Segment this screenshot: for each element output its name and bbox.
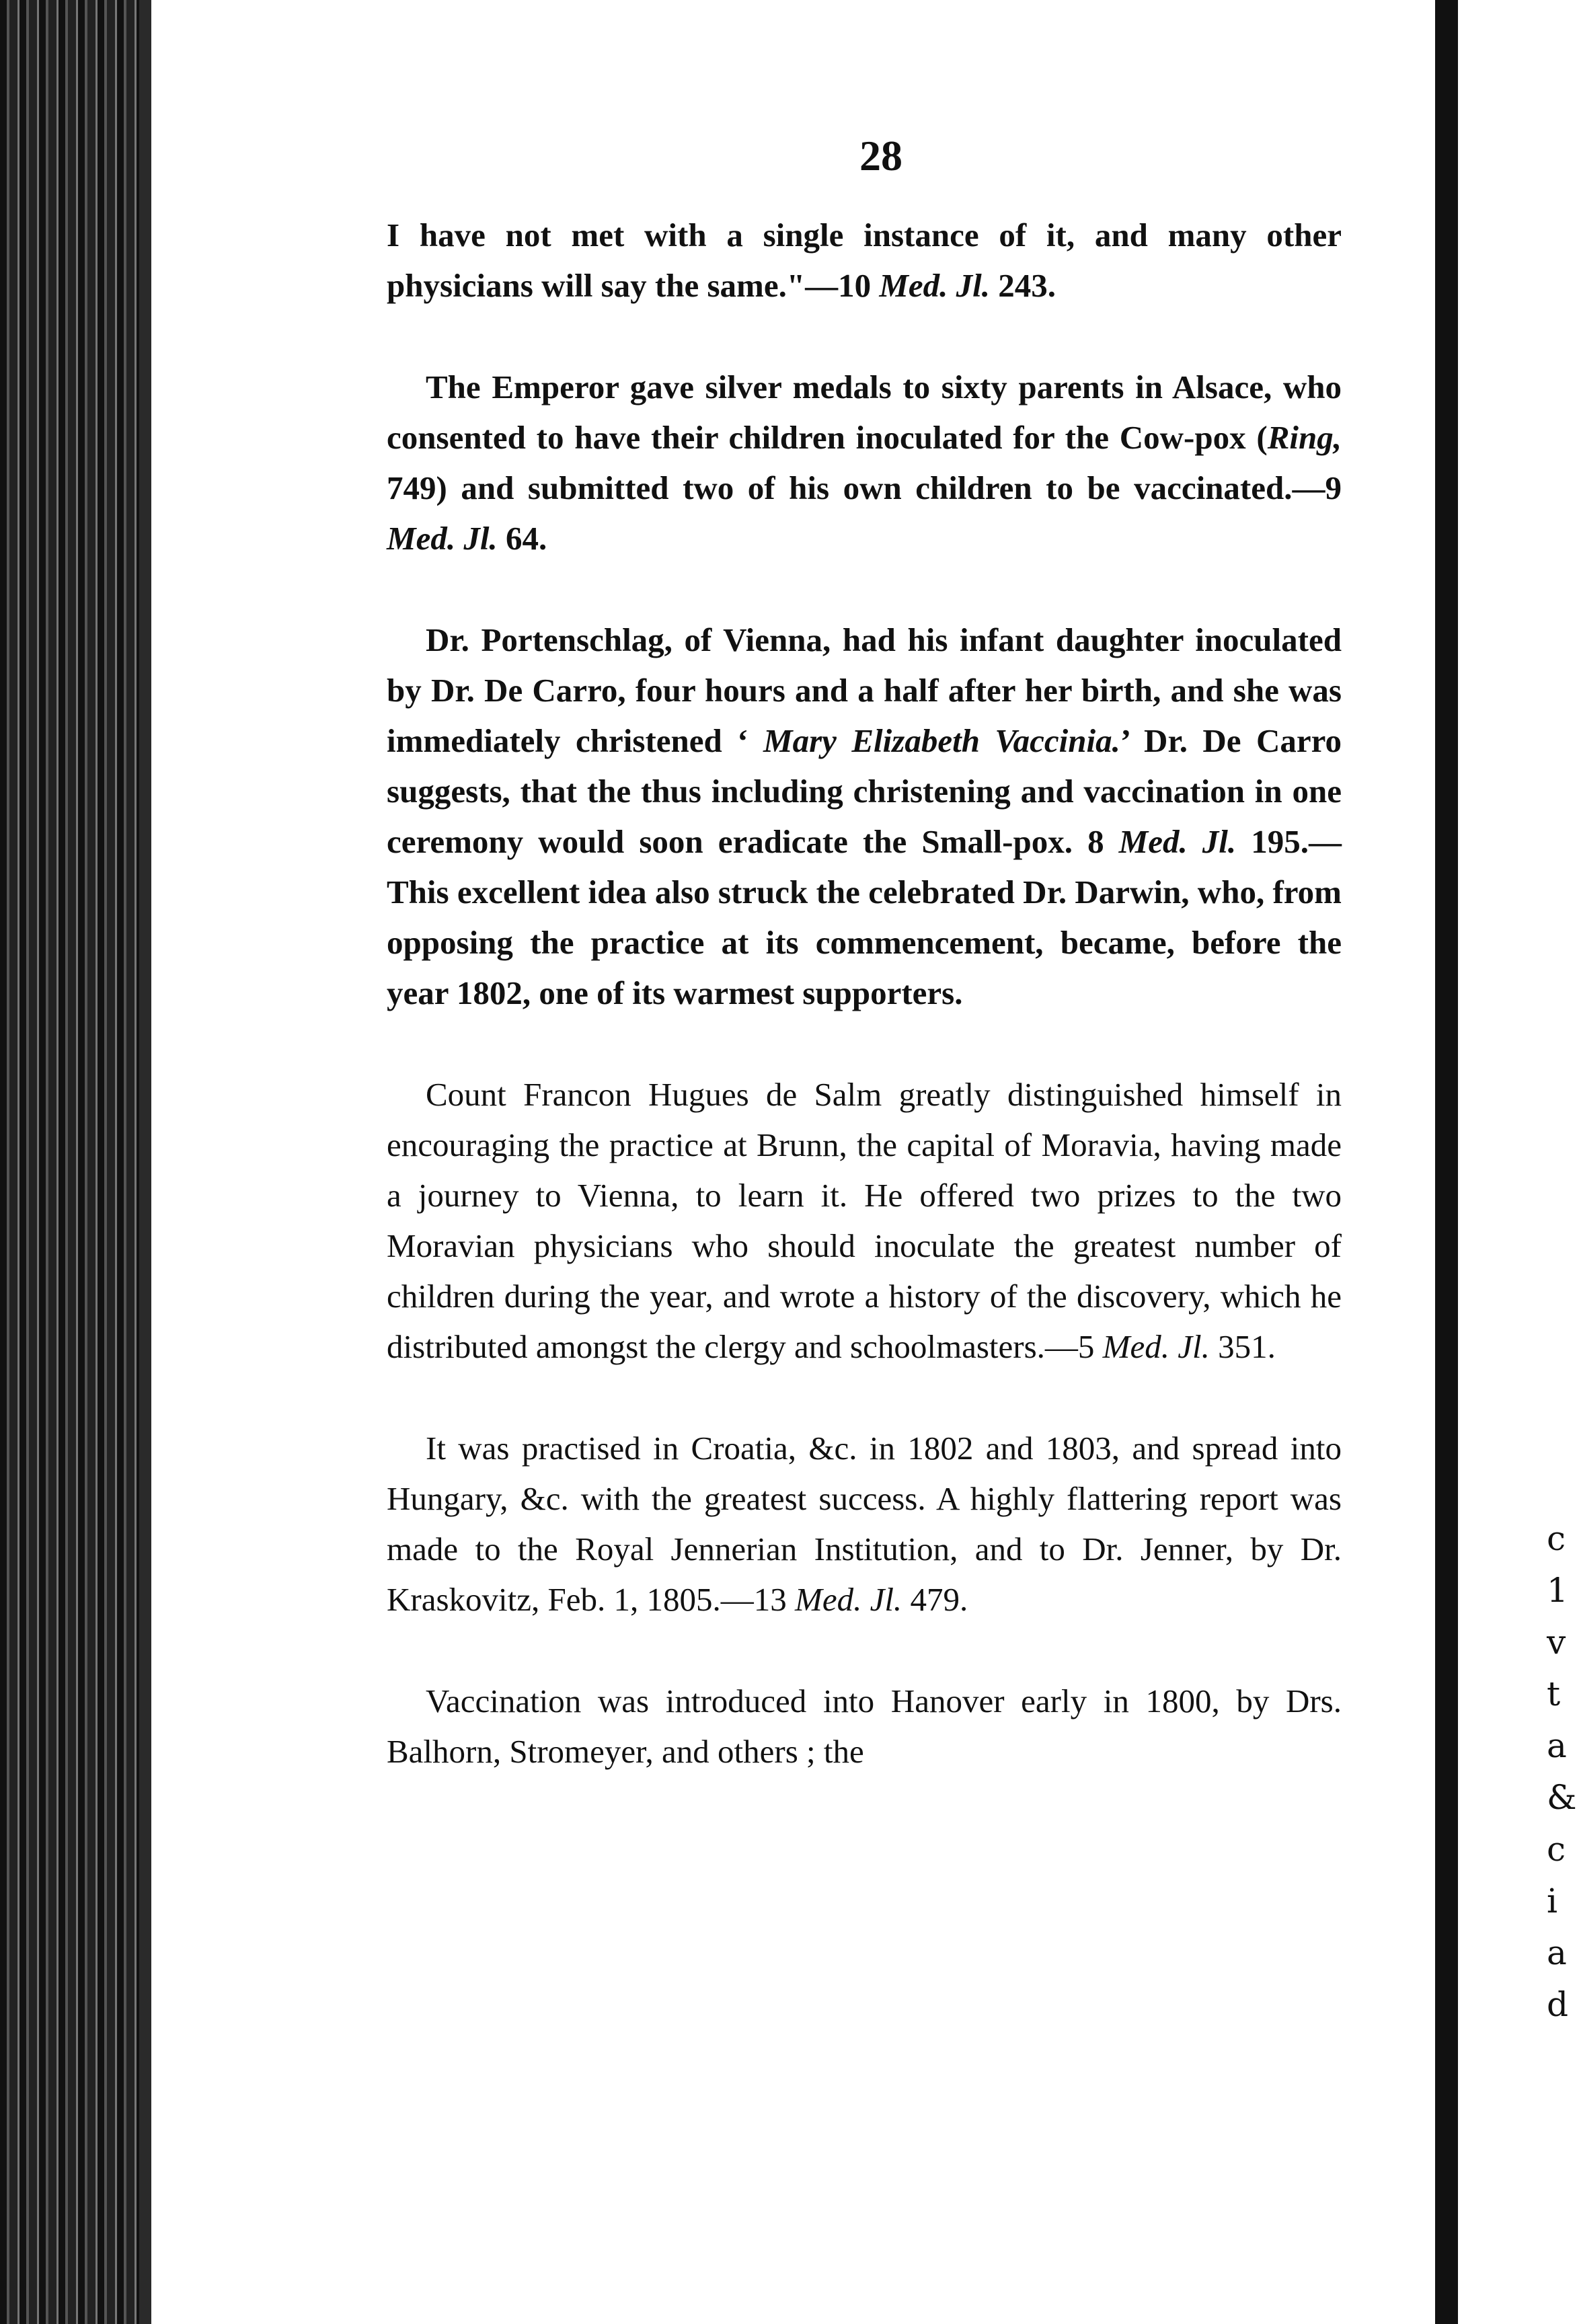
citation: Med. Jl. (879, 267, 991, 304)
adjacent-letter: c (1547, 1519, 1566, 1558)
citation: Ring, (1267, 419, 1342, 456)
paragraph: Dr. Portenschlag, of Vienna, had his infant daughter inoculated by Dr. De Carro, four hours and a half after her birth, and she was immediately christened ‘ Mary Elizabeth Vaccinia.’ Dr. De Carro suggests, that the thus including christening and vaccination in one ceremony would soon eradicate the Small-pox. 8 Med. Jl. 195.—This excellent idea also struck the celebrated Dr. Darwin, who, from opposing the practice at its commencement, became, before the year 1802, one of its warmest supporters. (387, 621, 1342, 1011)
adjacent-letter: c (1547, 1830, 1566, 1869)
page-gutter (1435, 0, 1458, 2324)
adjacent-letter: 1 (1547, 1571, 1568, 1610)
page-number: 28 (859, 132, 902, 180)
paragraph: Count Francon Hugues de Salm greatly distinguished himself in encouraging the practice at Brunn, the capital of Moravia, having made a journey to Vienna, to learn it. He offered two prizes to the two Moravian physicians who should inoculate the greatest number of children during the year, and wrote a history of the discovery, which he distributed amongst the clergy and schoolmasters.—5 Med. Jl. 351. (387, 1076, 1342, 1365)
citation: Med. Jl. (387, 520, 498, 557)
adjacent-letter: a (1547, 1933, 1567, 1972)
paragraph: Vaccination was introduced into Hanover early in 1800, by Drs. Balhorn, Stromeyer, and others ; the (387, 1682, 1342, 1770)
adjacent-letter: v (1547, 1623, 1566, 1662)
binding-edge (0, 0, 151, 2324)
adjacent-page-text (1547, 1513, 1577, 2031)
adjacent-letter: t (1547, 1674, 1561, 1713)
adjacent-letter: i (1547, 1882, 1557, 1921)
citation: Med. Jl. (1102, 1328, 1210, 1365)
paragraph: The Emperor gave silver medals to sixty parents in Alsace, who consented to have their children inoculated for the Cow-pox (Ring, 749) and submitted two of his own children to be vaccinated.—9 Med. Jl. 64. (387, 369, 1342, 557)
body-text (387, 210, 1342, 1828)
adjacent-letter: a (1547, 1726, 1567, 1765)
citation: Mary Elizabeth Vaccinia. (763, 722, 1120, 759)
adjacent-letter: d (1547, 1985, 1569, 2024)
paragraph: I have not met with a single instance of it, and many other physicians will say the same."—10 Med. Jl. 243. (387, 217, 1342, 304)
citation: Med. Jl. (795, 1581, 902, 1618)
citation: Med. Jl. (1118, 823, 1237, 860)
adjacent-letter: & (1547, 1778, 1577, 1817)
paragraph: It was practised in Croatia, &c. in 1802 and 1803, and spread into Hungary, &c. with the greatest success. A highly flattering report was made to the Royal Jennerian Institution, and to Dr. Jenner, by Dr. Kraskovitz, Feb. 1, 1805.—13 Med. Jl. 479. (387, 1430, 1342, 1618)
